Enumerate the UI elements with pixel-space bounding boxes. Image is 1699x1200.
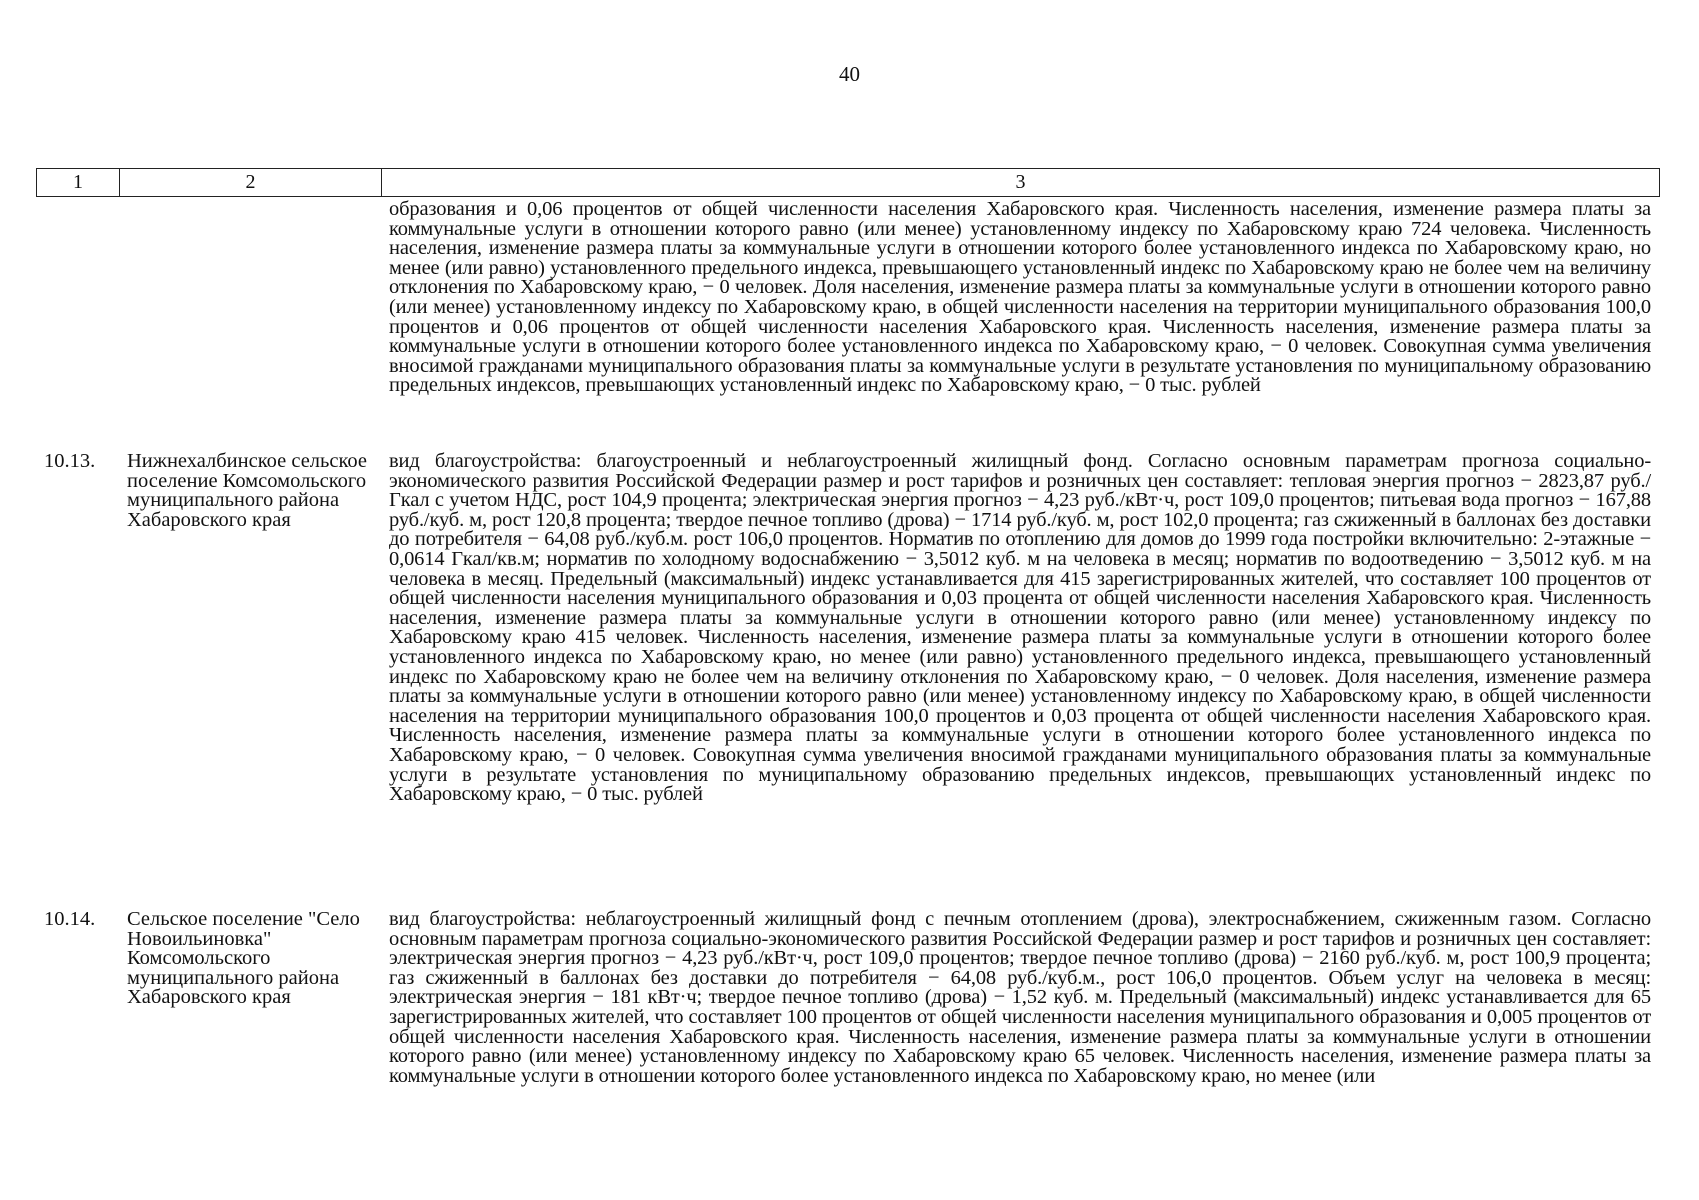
table-row (36, 200, 1660, 440)
row-number: 10.14. (44, 908, 96, 930)
row-number: 10.13. (44, 450, 96, 472)
table-header-col-2: 2 (120, 169, 382, 196)
row-description: вид благоустройства: благоустроенный и неблагоустроенный жилищный фонд. Согласно основным параметрам прогноза социально-экономического развития Российской Федерации размер и рост тарифов и розничных цен составляет: тепловая энергия прогноз − 2823,87 руб./Гкал с учетом НДС, рост 104,9 процента; электрическая энергия прогноз − 4,23 руб./кВт·ч, рост 109,0 процентов; питьевая вода прогноз − 167,88 руб./куб. м, рост 120,8 процента; твердое печное топливо (дрова) − 1714 руб./куб. м, рост 102,0 процента; газ сжиженный в баллонах без доставки до потребителя − 64,08 руб./куб.м. рост 106,0 процентов. Норматив по отоплению для домов до 1999 года постройки включительно: 2-этажные − 0,0614 Гкал/кв.м; норматив по холодному водоснабжению − 3,5012 куб. м на человека в месяц; норматив по водоотведению − 3,5012 куб. м на человека в месяц. Предельный (максимальный) индекс устанавливается для 415 зарегистрированных жителей, что составляет 100 процентов от общей численности населения муниципального образования и 0,03 процента от общей численности населения Хабаровского края. Численность населения, изменение размера платы за коммунальные услуги в отношении которого равно (или менее) установленному индексу по Хабаровскому краю 415 человек. Численность населения, изменение размера платы за коммунальные услуги в отношении которого более установленного индекса по Хабаровскому краю, но менее (или равно) установленного предельного индекса, превышающего установленный индекс по Хабаровскому краю не более чем на величину отклонения по Хабаровскому краю, − 0 человек. Доля населения, изменение размера платы за коммунальные услуги в отношении которого равно (или менее) установленному индексу по Хабаровскому краю, в общей численности населения на территории муниципального образования 100,0 процентов и 0,03 процента от общей численности населения Хабаровского края. Численность населения, изменение размера платы за коммунальные услуги в отношении которого более установленного индекса по Хабаровскому краю, − 0 человек. Совокупная сумма увеличения вносимой гражданами муниципального образования платы за коммунальные услуги в результате установления по муниципальному образованию предельных индексов, превышающих установленный индекс по Хабаровскому краю, − 0 тыс. рублей (389, 450, 1651, 806)
table-header-row (36, 168, 1660, 197)
table-row (36, 910, 1660, 1200)
page-number: 40 (839, 62, 860, 86)
table-header-col-3: 3 (1015, 171, 1026, 193)
municipality-name: Нижнехалбинское сельское поселение Комсомольского муниципального района Хабаровского края (127, 450, 367, 531)
row-description: образования и 0,06 процентов от общей численности населения Хабаровского края. Численность населения, изменение размера платы за коммунальные услуги в отношении которого равно (или менее) установленному индексу по Хабаровскому краю 724 человека. Численность населения, изменение размера платы за коммунальные услуги в отношении которого более установленного индекса по Хабаровскому краю, но менее (или равно) установленного предельного индекса, превышающего установленный индекс по Хабаровскому краю не более чем на величину отклонения по Хабаровскому краю, − 0 человек. Доля населения, изменение размера платы за коммунальные услуги в отношении которого равно (или менее) установленному индексу по Хабаровскому краю, в общей численности населения на территории муниципального образования 100,0 процентов и 0,06 процентов от общей численности населения Хабаровского края. Численность населения, изменение размера платы за коммунальные услуги в отношении которого более установленного индекса по Хабаровскому краю, − 0 человек. Совокупная сумма увеличения вносимой гражданами муниципального образования платы за коммунальные услуги в результате установления по муниципальному образованию предельных индексов, превышающих установленный индекс по Хабаровскому краю, − 0 тыс. рублей (389, 198, 1651, 397)
row-description: вид благоустройства: неблагоустроенный жилищный фонд с печным отоплением (дрова), электроснабжением, сжиженным газом. Согласно основным параметрам прогноза социально-экономического развития Российской Федерации размер и рост тарифов и розничных цен составляет: электрическая энергия прогноз − 4,23 руб./кВт·ч, рост 109,0 процентов; твердое печное топливо (дрова) − 2160 руб./куб. м, рост 100,9 процента; газ сжиженный в баллонах без доставки до потребителя − 64,08 руб./куб.м., рост 106,0 процентов. Объем услуг на человека в месяц: электрическая энергия − 181 кВт·ч; твердое печное топливо (дрова) − 1,52 куб. м. Предельный (максимальный) индекс устанавливается для 65 зарегистрированных жителей, что составляет 100 процентов от общей численности населения муниципального образования и 0,005 процентов от общей численности населения Хабаровского края. Численность населения, изменение размера платы за коммунальные услуги в отношении которого равно (или менее) установленному индексу по Хабаровскому краю 65 человек. Численность населения, изменение размера платы за коммунальные услуги в отношении которого более установленного индекса по Хабаровскому краю, но менее (или (389, 908, 1651, 1087)
municipality-name: Сельское поселение "Село Новоильиновка" Комсомольского муниципального района Хабаровского края (127, 908, 360, 1009)
table-row (36, 452, 1660, 892)
table-header-col-1: 1 (37, 169, 120, 196)
